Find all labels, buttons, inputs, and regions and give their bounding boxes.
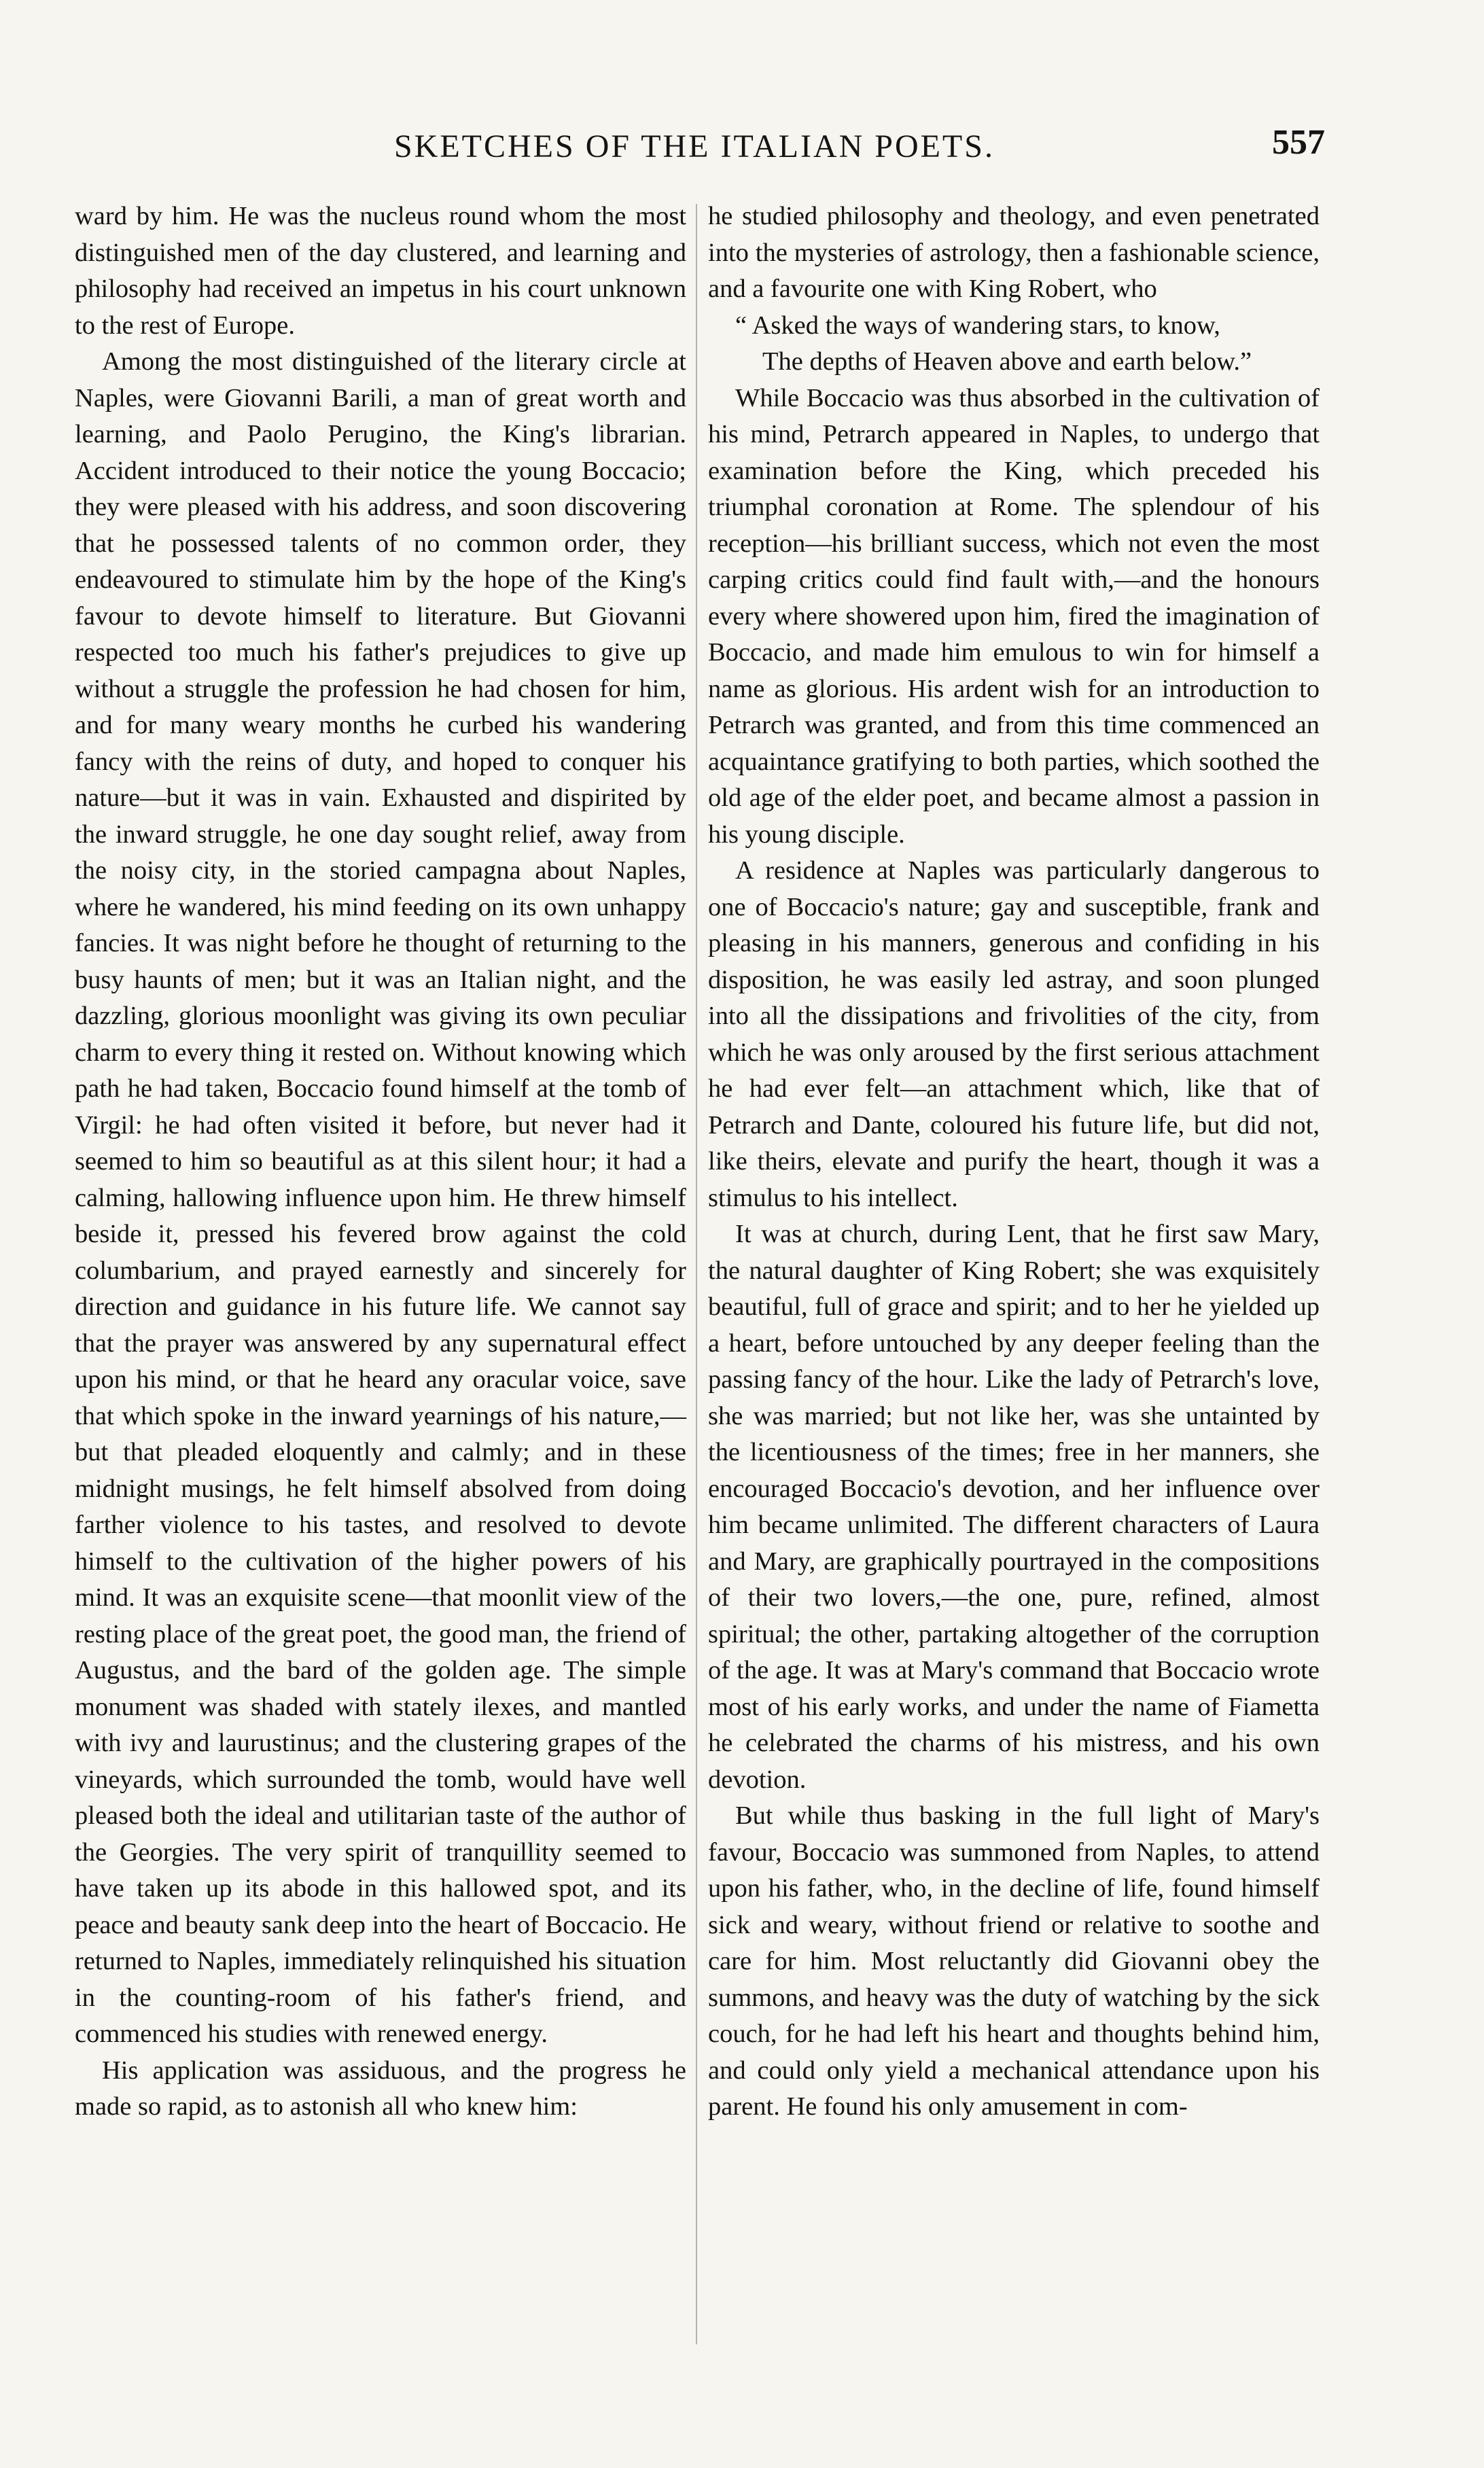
paragraph: His application was assiduous, and the progress he made so rapid, as to astonish all who knew him:: [75, 2056, 686, 2121]
page-number: 557: [1272, 123, 1325, 162]
page-header: [75, 122, 1325, 177]
paragraph: Among the most distinguished of the literary circle at Naples, were Giovanni Barili, a man of great worth and learning, and Paolo Perugino, the King's librarian. Accident introduced to their notice the young Boccacio; they were pleased with his address, and soon discovering that he possessed talents of no common order, they endeavoured to stimulate him by the hope of the King's favour to devote himself to literature. But Giovanni respected too much his father's prejudices to give up without a struggle the profession he had chosen for him, and for many weary months he curbed his wandering fancy with the reins of duty, and hoped to conquer his nature—but it was in vain. Exhausted and dispirited by the inward struggle, he one day sought relief, away from the noisy city, in the storied campagna about Naples, where he wandered, his mind feeding on its own unhappy fancies. It was night before he thought of returning to the busy haunts of men; but it was an Italian night, and the dazzling, glorious moonlight was giving its own peculiar charm to every thing it rested on. Without knowing which path he had taken, Boccacio found himself at the tomb of Virgil: he had often visited it before, but never had it seemed to him so beautiful as at this silent hour; it had a calming, hallowing influence upon him. He threw himself beside it, pressed his fevered brow against the cold columbarium, and prayed earnestly and sincerely for direction and guidance in his future life. We cannot say that the prayer was answered by any supernatural effect upon his mind, or that he heard any oracular voice, save that which spoke in the inward yearnings of his nature,—but that pleaded eloquently and calmly; and in these midnight musings, he felt himself absolved from doing farther violence to his tastes, and resolved to devote himself to the cultivation of the higher powers of his mind. It was an exquisite scene—that moonlit view of the resting place of the great poet, the good man, the friend of Augustus, and the bard of the golden age. The simple monument was shaded with stately ilexes, and mantled with ivy and laurustinus; and the clustering grapes of the vineyards, which surrounded the tomb, would have well pleased both the ideal and utilitarian taste of the author of the Georgies. The very spirit of tranquillity seemed to have taken up its abode in this hallowed spot, and its peace and beauty sank deep into the heart of Boccacio. He returned to Naples, immediately relinquished his situation in the counting-room of his father's friend, and commenced his studies with renewed energy.: [75, 347, 686, 2048]
paragraph: It was at church, during Lent, that he first saw Mary, the natural daughter of King Robert; she was exquisitely beautiful, full of grace and spirit; and to her he yielded up a heart, before untouched by any deeper feeling than the passing fancy of the hour. Like the lady of Petrarch's love, she was married; but not like her, was she untainted by the licentiousness of the times; free in her manners, she encouraged Boccacio's devotion, and her influence over him became unlimited. The different characters of Laura and Mary, are graphically pourtrayed in the compositions of their two lovers,—the one, pure, refined, almost spiritual; the other, partaking altogether of the corruption of the age. It was at Mary's command that Boccacio wrote most of his early works, and under the name of Fiametta he celebrated the charms of his mistress, and his own devotion.: [708, 1220, 1320, 1794]
left-column: [75, 198, 686, 2126]
column-divider: [696, 204, 697, 2344]
verse-line: “ Asked the ways of wandering stars, to know,: [735, 311, 1220, 340]
verse-line: The depths of Heaven above and earth below.”: [762, 347, 1252, 376]
right-column: [708, 198, 1320, 2126]
running-title: SKETCHES OF THE ITALIAN POETS.: [394, 128, 995, 164]
paragraph: While Boccacio was thus absorbed in the cultivation of his mind, Petrarch appeared in Naples, to undergo that examination before the King, which preceded his triumphal coronation at Rome. The splendour of his reception—his brilliant success, which not even the most carping critics could find fault with,—and the honours every where showered upon him, fired the imagination of Boccacio, and made him emulous to win for himself a name as glorious. His ardent wish for an introduction to Petrarch was granted, and from this time commenced an acquaintance gratifying to both parties, which soothed the old age of the elder poet, and became almost a passion in his young disciple.: [708, 383, 1320, 849]
paragraph: he studied philosophy and theology, and even penetrated into the mysteries of astrology, then a fashionable science, and a favourite one with King Robert, who: [708, 202, 1320, 303]
paragraph: ward by him. He was the nucleus round whom the most distinguished men of the day clustered, and learning and philosophy had received an impetus in his court unknown to the rest of Europe.: [75, 202, 686, 340]
paragraph: A residence at Naples was particularly dangerous to one of Boccacio's nature; gay and susceptible, frank and pleasing in his manners, generous and confiding in his disposition, he was easily led astray, and soon plunged into all the dissipations and frivolities of the city, from which he was only aroused by the first serious attachment he had ever felt—an attachment which, like that of Petrarch and Dante, coloured his future life, but did not, like theirs, elevate and purify the heart, though it was a stimulus to his intellect.: [708, 856, 1320, 1212]
paragraph: But while thus basking in the full light of Mary's favour, Boccacio was summoned from Naples, to attend upon his father, who, in the decline of life, found himself sick and weary, without friend or relative to soothe and care for him. Most reluctantly did Giovanni obey the summons, and heavy was the duty of watching by the sick couch, for he had left his heart and thoughts behind him, and could only yield a mechanical attendance upon his parent. He found his only amusement in com-: [708, 1801, 1320, 2121]
